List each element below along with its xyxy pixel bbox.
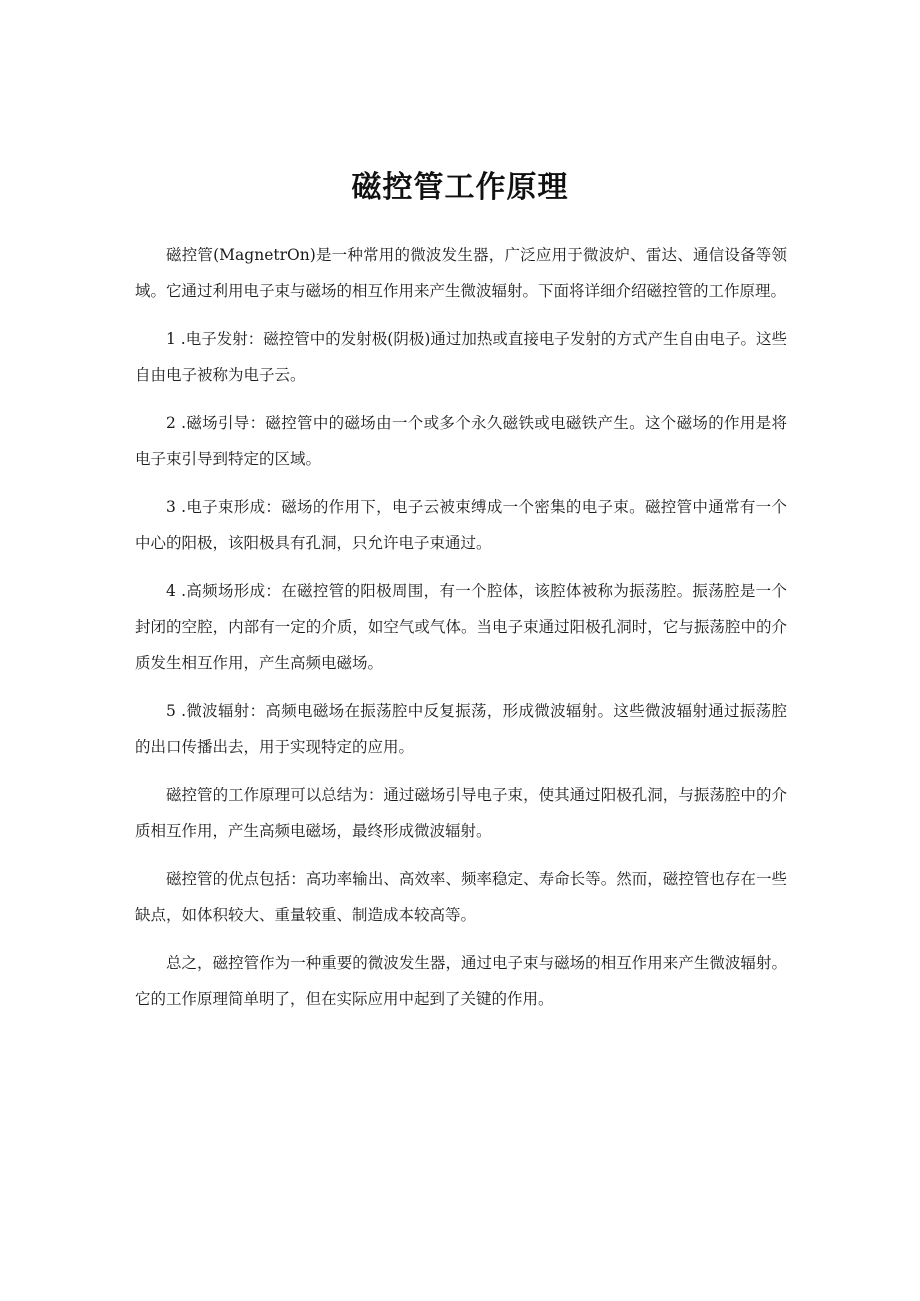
paragraph-intro: 磁控管(MagnetrOn)是一种常用的微波发生器，广泛应用于微波炉、雷达、通信设备等领域。它通过利用电子束与磁场的相互作用来产生微波辐射。下面将详细介绍磁控管的工作原理。 xyxy=(135,246,787,300)
paragraph-step-1: 1 .电子发射：磁控管中的发射极(阴极)通过加热或直接电子发射的方式产生自由电子。这些自由电子被称为电子云。 xyxy=(135,330,787,384)
paragraph-step-5: 5 .微波辐射：高频电磁场在振荡腔中反复振荡，形成微波辐射。这些微波辐射通过振荡腔的出口传播出去，用于实现特定的应用。 xyxy=(135,702,787,756)
paragraph-conclusion: 总之，磁控管作为一种重要的微波发生器，通过电子束与磁场的相互作用来产生微波辐射。它的工作原理简单明了，但在实际应用中起到了关键的作用。 xyxy=(135,954,787,1008)
paragraph-step-3: 3 .电子束形成：磁场的作用下，电子云被束缚成一个密集的电子束。磁控管中通常有一个中心的阳极，该阳极具有孔洞，只允许电子束通过。 xyxy=(135,498,787,552)
paragraph-pros-cons: 磁控管的优点包括：高功率输出、高效率、频率稳定、寿命长等。然而，磁控管也存在一些缺点，如体积较大、重量较重、制造成本较高等。 xyxy=(135,870,787,924)
paragraph-step-2: 2 .磁场引导：磁控管中的磁场由一个或多个永久磁铁或电磁铁产生。这个磁场的作用是将电子束引导到特定的区域。 xyxy=(135,414,787,468)
paragraph-step-4: 4 .高频场形成：在磁控管的阳极周围，有一个腔体，该腔体被称为振荡腔。振荡腔是一个封闭的空腔，内部有一定的介质，如空气或气体。当电子束通过阳极孔洞时，它与振荡腔中的介质发生相互作用，产生高频电磁场。 xyxy=(135,582,787,672)
document-body xyxy=(135,237,787,1029)
paragraph-summary: 磁控管的工作原理可以总结为：通过磁场引导电子束，使其通过阳极孔洞，与振荡腔中的介质相互作用，产生高频电磁场，最终形成微波辐射。 xyxy=(135,786,787,840)
page-title: 磁控管工作原理 xyxy=(351,170,569,205)
